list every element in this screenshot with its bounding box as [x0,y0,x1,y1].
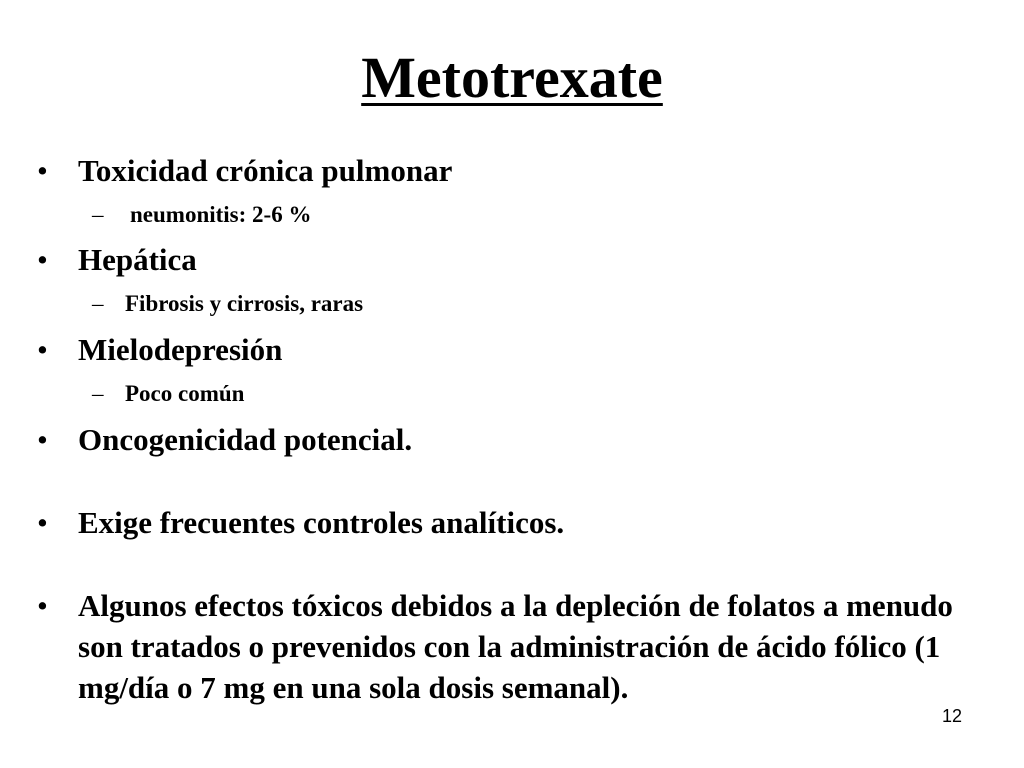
dash-marker: – [92,291,104,316]
bullet-text: Oncogenicidad potencial. [78,422,413,457]
bullet-text: Hepática [78,242,197,277]
bullet-marker: • [37,505,48,540]
page-number: 12 [941,706,962,726]
sub-bullet-text: Poco común [125,381,245,406]
bullet-marker: • [37,153,48,188]
bullet-marker: • [37,422,48,457]
bullet-marker: • [37,588,48,623]
slide-title: Metotrexate [361,45,663,110]
dash-marker: – [92,202,104,227]
bullet-marker: • [37,332,48,367]
bullet-paragraph: Algunos efectos tóxicos debidos a la depleción de folatos a menudo son tratados o prevenidos con la administración de ácido fólico (1 mg/día o 7 mg en una sola dosis semanal). [78,588,953,705]
bullet-marker: • [37,242,48,277]
sub-bullet-text: Fibrosis y cirrosis, raras [125,291,364,316]
bullet-text: Exige frecuentes controles analíticos. [78,505,565,540]
sub-bullet-text: neumonitis: 2-6 % [130,202,312,227]
bullet-text: Mielodepresión [78,332,283,367]
dash-marker: – [92,381,104,406]
bullet-text: Toxicidad crónica pulmonar [78,153,453,188]
